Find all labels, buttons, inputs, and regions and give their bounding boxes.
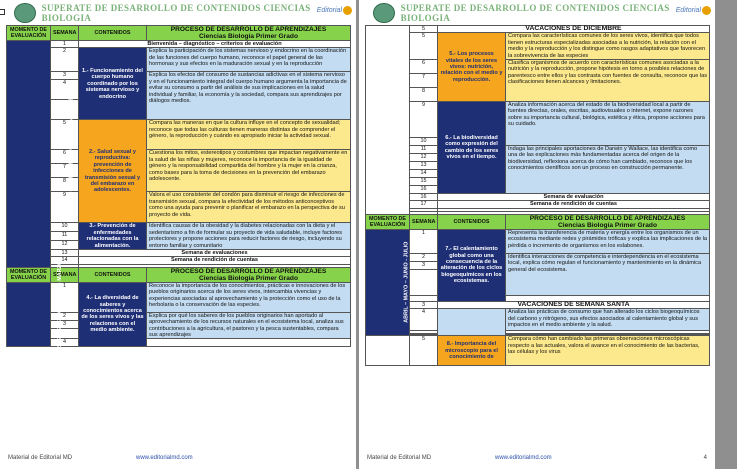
period-label: ABRIL – MAYO – JUNIO - JULIO <box>366 229 410 335</box>
week-cell: 5 <box>410 33 438 60</box>
week-cell: 3 <box>51 72 79 80</box>
vacation-row: VACACIONES DE DICIEMBRE <box>438 26 710 33</box>
learning-row: Analiza información acerca del estado de la biodiversidad local a partir de fuentes directas, orales, escritas, audiovisuales o internet, expone razones sobre su importancia cultural, biológica, estética y ética, propone acciones para su cuidado. <box>506 102 710 146</box>
col-contents: CONTENIDOS <box>79 26 147 41</box>
week-cell: 13 <box>51 250 79 257</box>
learning-row: Explica por qué los saberes de los pueblos originarios han aportado al aprovechamiento de los recursos naturales en el ecosistema local, analiza sus contribuciones a la agricultura, el pastoreo y la pesca sustentables, compara sus aprendizajes <box>147 312 351 339</box>
week-cell: 2 <box>410 253 438 261</box>
eval-week-row: Semana de evaluaciones <box>79 250 351 257</box>
week-cell: 8 <box>51 178 79 192</box>
week-cell: 1 <box>51 41 79 48</box>
content-cell: 1.- Funcionamiento del cuerpo humano coordinado por los sistemas nervioso y endocrino <box>79 48 147 120</box>
content-cell <box>438 309 506 336</box>
week-cell: 5 <box>51 120 79 150</box>
week-cell: 14 <box>410 170 438 178</box>
learning-row: Cuestiona los mitos, estereotipos y costumbres que impactan negativamente en la salud de las niñas y mujeres, reconoce la importancia de la igualdad de género y la responsabilidad compartida del hombre y la mujer en la crianza, como bases para la toma de decisiones en la prevención del embarazo adolescente. <box>147 150 351 192</box>
col-process: PROCESO DE DESARROLLO DE APRENDIZAJES Ciencias Biología Primer Grado <box>147 267 351 282</box>
page-header <box>0 0 356 25</box>
seal-logo-icon <box>373 3 395 23</box>
period-label: DICIEMBRE – ENERO FEBRERO- MARZO <box>7 282 51 346</box>
week-cell: 13 <box>410 162 438 170</box>
week-cell: 3 <box>410 301 438 308</box>
week-cell: 1 <box>51 282 79 312</box>
week-cell: 7 <box>410 74 438 88</box>
learning-row: Clasifica organismos de acuerdo con características comunes asociadas a la nutrición y la reproducción, propone hipótesis en torno a posibles relaciones de parentesco entre ellos y las contrasta con fuentes de consulta, reconoce que las clasificaciones tienen alcances y limitaciones. <box>506 60 710 102</box>
learning-row <box>147 339 351 346</box>
week-cell: 8 <box>410 88 438 102</box>
brand-icon <box>702 6 711 15</box>
col-moment: MOMENTO DE EVALUACIÓN <box>7 267 51 282</box>
page-footer <box>367 455 707 467</box>
week-cell: 5 <box>410 26 438 33</box>
content-cell: 5.- Los procesos vitales de los seres vivos: nutrición, relación con el medio y reproducción. <box>438 33 506 102</box>
col-week: SEMANA <box>51 267 79 282</box>
plan-table-2 <box>365 25 710 366</box>
week-cell: 9 <box>410 102 438 138</box>
week-cell: 2 <box>51 312 79 320</box>
welcome-row: Bienvenida – diagnóstico – criterios de evaluación <box>79 41 351 48</box>
period-label: AGOSTO – SEPTIEMBRE OCTUBRE - NOVIEMBRE <box>7 41 51 268</box>
col-contents: CONTENIDOS <box>79 267 147 282</box>
learning-row: Compara las maneras en que la cultura influye en el concepto de sexualidad; reconoce que todas las culturas tienen maneras distintas de comprender el género, la reproducción y cuándo es apropiado iniciar la actividad sexual. <box>147 120 351 150</box>
week-cell: 4 <box>51 80 79 100</box>
brand-label: Editorial <box>316 7 342 14</box>
week-cell: 2 <box>51 48 79 72</box>
seal-logo-icon <box>14 3 36 23</box>
col-moment: MOMENTO DE EVALUACIÓN <box>366 214 410 229</box>
week-cell: 5 <box>410 336 438 366</box>
week-cell: 6 <box>410 60 438 74</box>
eval-week-row: Semana de evaluación <box>438 194 710 201</box>
week-cell: 4 <box>410 309 438 331</box>
col-process: PROCESO DE DESARROLLO DE APRENDIZAJES Ciencias Biología Primer Grado <box>506 214 710 229</box>
learning-row: Identifica causas de la obesidad y la diabetes relacionadas con la dieta y el sedentarismo a fin de formular su proyecto de vida saludable, incluye factores protectores y propone acciones para reducir factores de riesgo, incluyendo su entorno familiar y comunitario <box>147 223 351 250</box>
content-cell: 8.- Importancia del microscopio para el conocimiento de <box>438 336 506 366</box>
page-footer <box>8 455 348 467</box>
page-header <box>359 0 715 25</box>
page-number: 4 <box>703 455 707 461</box>
learning-row: Valora el uso consistente del condón para disminuir el riesgo de infecciones de transmisión sexual, compara la efectividad de los métodos anticonceptivos como una ayuda para prevenir o planificar el embarazo en la perspectiva de su proyecto de vida. <box>147 192 351 223</box>
brand-icon <box>343 6 352 15</box>
week-cell: 11 <box>51 232 79 241</box>
header-title: SUPERATE DE DESARROLLO DE CONTENIDOS CIENCIAS BIOLOGIA <box>41 2 311 23</box>
footer-link[interactable]: www.editorialmd.com <box>136 455 193 461</box>
rendicion-row: Semana de rendición de cuentas <box>79 257 351 264</box>
week-cell <box>51 328 79 339</box>
plan-table-1 <box>6 25 351 368</box>
content-cell: 4.- La diversidad de saberes y conocimientos acerca de los seres vivos y las relaciones con el medio ambiente. <box>79 282 147 346</box>
col-week: SEMANA <box>51 26 79 41</box>
content-cell: 2.- Salud sexual y reproductiva: prevención de infecciones de transmisión sexual y del embarazo en adolescentes. <box>79 120 147 223</box>
learning-row: Indaga las principales aportaciones de Darwin y Wallace, las identifica como una de las explicaciones más fundamentadas acerca del origen de la biodiversidad, reflexiona acerca de cómo han cambiado, reconoce que los conocimientos científicos son un proceso en construcción permanente. <box>506 146 710 194</box>
week-cell: 6 <box>51 150 79 164</box>
week-cell: 17 <box>410 201 438 208</box>
footer-left: Material de Editorial MD <box>8 455 73 461</box>
learning-row: Representa la transferencia de materia y energía entre los organismos de un ecosistema mediante redes y pirámides tróficas y explica las implicaciones de la pérdida o incremento de organismos en los eslabones. <box>506 229 710 253</box>
week-cell: 7 <box>51 164 79 178</box>
week-cell: 10 <box>51 223 79 232</box>
week-cell: 11 <box>410 146 438 154</box>
week-cell: 3 <box>51 320 79 328</box>
week-cell <box>410 269 438 295</box>
week-cell: 16 <box>410 186 438 194</box>
page-left <box>0 0 356 469</box>
brand-label: Editorial <box>675 7 701 14</box>
content-cell: 7.- El calentamiento global como una consecuencia de la alteración de los ciclos biogeoquímicos en los ecosistemas. <box>438 229 506 301</box>
learning-row: Identifica interacciones de competencia e interdependencia en el ecosistema local, explica cómo regulan el funcionamiento y mantenimiento en la dinámica general del ecosistema. <box>506 253 710 295</box>
learning-row: Reconoce la importancia de los conocimientos, prácticas e innovaciones de los pueblos originarios acerca de los seres vivos, intercambia vivencias y experiencias asociadas al aprovechamiento y la protección como el uso de la herbolaria o la conservación de las especies. <box>147 282 351 312</box>
week-cell: 3 <box>410 261 438 269</box>
week-cell: 15 <box>410 178 438 186</box>
content-cell: 3.- Prevención de enfermedades relacionadas con la alimentación. <box>79 223 147 250</box>
week-cell: 12 <box>410 154 438 162</box>
week-cell: 10 <box>410 138 438 146</box>
period-blank <box>366 336 410 366</box>
week-cell: 4 <box>51 339 79 346</box>
col-moment: MOMENTO DE EVALUACIÓN <box>7 26 51 41</box>
header-title: SUPERATE DE DESARROLLO DE CONTENIDOS CIENCIAS BIOLOGIA <box>400 2 670 23</box>
learning-row: Explica la participación de los sistemas nervioso y endocrino en la coordinación de las funciones del cuerpo humano, reconoce el papel general de las hormonas y sus efectos en la maduración sexual y en la reproducción <box>147 48 351 72</box>
learning-row: Compara cómo han cambiado las primeras observaciones microscópicas respecto a las actuales, valora el avance en el conocimiento de las bacterias, las células y los virus <box>506 336 710 366</box>
week-cell: 14 <box>51 257 79 264</box>
footer-link[interactable]: www.editorialmd.com <box>495 455 552 461</box>
week-cell: 9 <box>51 192 79 223</box>
col-week: SEMANA <box>410 214 438 229</box>
learning-row: Compara las características comunes de los seres vivos, identifica que todos tienen estructuras especializadas asociadas a la nutrición, la relación con el medio y la reproducción y los distingue como rasgos adaptativos que favorecen la sobrevivencia de las especies <box>506 33 710 60</box>
rendicion-row: Semana de rendición de cuentas <box>438 201 710 208</box>
week-cell: 16 <box>410 194 438 201</box>
content-cell: 6.- La biodiversidad como expresión del cambio de los seres vivos en el tiempo. <box>438 102 506 194</box>
col-process: PROCESO DE DESARROLLO DE APRENDIZAJES Ciencias Biología Primer Grado <box>147 26 351 41</box>
period-blank <box>366 26 410 215</box>
page-right <box>359 0 715 469</box>
vacation-row: VACACIONES DE SEMANA SANTA <box>438 301 710 308</box>
col-contents: CONTENIDOS <box>438 214 506 229</box>
learning-row: Analiza las prácticas de consumo que han alterado los ciclos biogeoquímicos del carbono y nitrógeno, sus efectos asociados al calentamiento global y sus impactos en el medio ambiente y la salud. <box>506 309 710 331</box>
learning-row: Explica los efectos del consumo de sustancias adictivas en el sistema nervioso y en el funcionamiento integral del cuerpo humano argumenta la importancia de evitar su consumo a partir del análisis de sus implicaciones en la salud individual y familiar, la economía y la sociedad, compara sus aprendizajes por diálogos medios. <box>147 72 351 120</box>
week-cell: 12 <box>51 241 79 250</box>
week-cell: 1 <box>410 229 438 253</box>
footer-left: Material de Editorial MD <box>367 455 432 461</box>
